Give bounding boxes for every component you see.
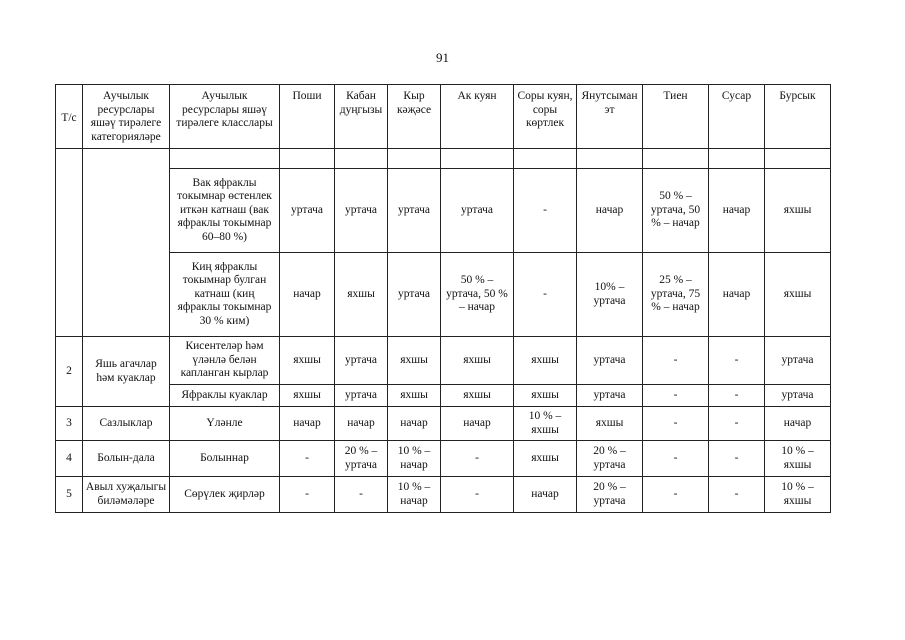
table-cell [765,149,831,169]
table-cell: уртача [335,385,388,407]
table-cell: 3 [56,407,83,441]
table-cell: начар [514,477,577,513]
table-cell: уртача [765,337,831,385]
header-cell: Сусар [709,85,765,149]
table-header-row [56,85,831,149]
header-cell: Бурсык [765,85,831,149]
table-cell: яхшы [388,337,441,385]
table-row [56,407,831,441]
table-cell: Кисентеләр һәм үләнлә белән капланган кырлар [170,337,280,385]
table-cell: 10 % – начар [388,477,441,513]
header-cell: Аучылык ресурслары яшәү тирәлеге класслары [170,85,280,149]
header-cell: Соры куян, соры көртлек [514,85,577,149]
table-cell: яхшы [280,385,335,407]
table-cell: начар [335,407,388,441]
table-cell: уртача [335,337,388,385]
table-cell: уртача [577,337,643,385]
table-cell [335,149,388,169]
table-cell: Вак яфраклы токымнар өстенлек иткән катнаш (вак яфраклы токымнар 60–80 %) [170,169,280,253]
table-cell: - [514,253,577,337]
table-cell: - [709,385,765,407]
table-cell [83,149,170,337]
header-cell: Кабан дуңгызы [335,85,388,149]
table-cell: - [643,441,709,477]
table-cell: яхшы [441,385,514,407]
table-cell: яхшы [388,385,441,407]
table-cell: уртача [765,385,831,407]
table-cell: 10 % – яхшы [765,477,831,513]
table-cell: яхшы [577,407,643,441]
table-cell: начар [709,253,765,337]
header-cell: Аучылык ресурслары яшәү тирәлеге категорияләре [83,85,170,149]
table-cell: Болыннар [170,441,280,477]
table-cell: уртача [280,169,335,253]
table-cell: - [709,441,765,477]
table-cell: - [280,441,335,477]
table-cell: Болын-дала [83,441,170,477]
table-cell: - [643,337,709,385]
table-row [56,477,831,513]
table-row [56,441,831,477]
table-cell: Үләнле [170,407,280,441]
table-cell: Сөрүлек җирләр [170,477,280,513]
header-cell: Тиен [643,85,709,149]
table-cell: 25 % – уртача, 75 % – начар [643,253,709,337]
table-cell: Яфраклы куаклар [170,385,280,407]
table-cell: яхшы [514,337,577,385]
table-cell: Сазлыклар [83,407,170,441]
table-cell: - [335,477,388,513]
table-cell: 5 [56,477,83,513]
table-row [56,385,831,407]
table-cell: яхшы [280,337,335,385]
table-cell [577,149,643,169]
table-cell: - [709,337,765,385]
table-cell: уртача [441,169,514,253]
table-cell: уртача [335,169,388,253]
table-cell: начар [280,407,335,441]
table-cell: 20 % – уртача [577,441,643,477]
table-cell [56,149,83,337]
table-cell: - [514,169,577,253]
table-cell: начар [709,169,765,253]
header-cell: Кыр кәҗәсе [388,85,441,149]
table-cell: начар [388,407,441,441]
table-cell: 50 % – уртача, 50 % – начар [643,169,709,253]
table-cell: 10 % – яхшы [514,407,577,441]
table-cell: - [441,477,514,513]
table-cell: начар [280,253,335,337]
table-cell: яхшы [514,441,577,477]
table-cell [643,149,709,169]
table-cell: яхшы [765,253,831,337]
table-cell: уртача [388,253,441,337]
table-cell: уртача [577,385,643,407]
table-cell: 10% – уртача [577,253,643,337]
table-cell: - [280,477,335,513]
table-cell [388,149,441,169]
table-cell: - [643,385,709,407]
table-row [56,253,831,337]
table-cell: 50 % – уртача, 50 % – начар [441,253,514,337]
page-number: 91 [436,50,449,65]
table-cell: 10 % – яхшы [765,441,831,477]
table-cell: Яшь агачлар һәм куаклар [83,337,170,407]
table-cell: - [709,477,765,513]
table-cell: уртача [388,169,441,253]
table-row [56,169,831,253]
table-cell: начар [765,407,831,441]
table-cell: яхшы [441,337,514,385]
table-cell: Авыл хуҗалыгы биләмәләре [83,477,170,513]
header-cell: Поши [280,85,335,149]
table-row [56,337,831,385]
table-cell: 4 [56,441,83,477]
table-cell: начар [441,407,514,441]
table-cell: яхшы [765,169,831,253]
header-cell: Янутсыман эт [577,85,643,149]
table-cell: яхшы [335,253,388,337]
habitat-table [55,84,831,513]
table-cell: 20 % – уртача [577,477,643,513]
table-row [56,149,831,169]
table-cell [170,149,280,169]
table-cell: 10 % – начар [388,441,441,477]
table-cell [514,149,577,169]
table-cell [709,149,765,169]
table-cell [280,149,335,169]
table-cell: - [643,407,709,441]
table-cell: начар [577,169,643,253]
table-cell: Киң яфраклы токымнар булган катнаш (киң яфраклы токымнар 30 % ким) [170,253,280,337]
table-cell: - [709,407,765,441]
table-cell: - [441,441,514,477]
table-cell: яхшы [514,385,577,407]
header-cell: Ак куян [441,85,514,149]
header-cell: Т/с [56,85,83,149]
table-cell: 20 % – уртача [335,441,388,477]
table-cell: - [643,477,709,513]
table-cell [441,149,514,169]
table-cell: 2 [56,337,83,407]
